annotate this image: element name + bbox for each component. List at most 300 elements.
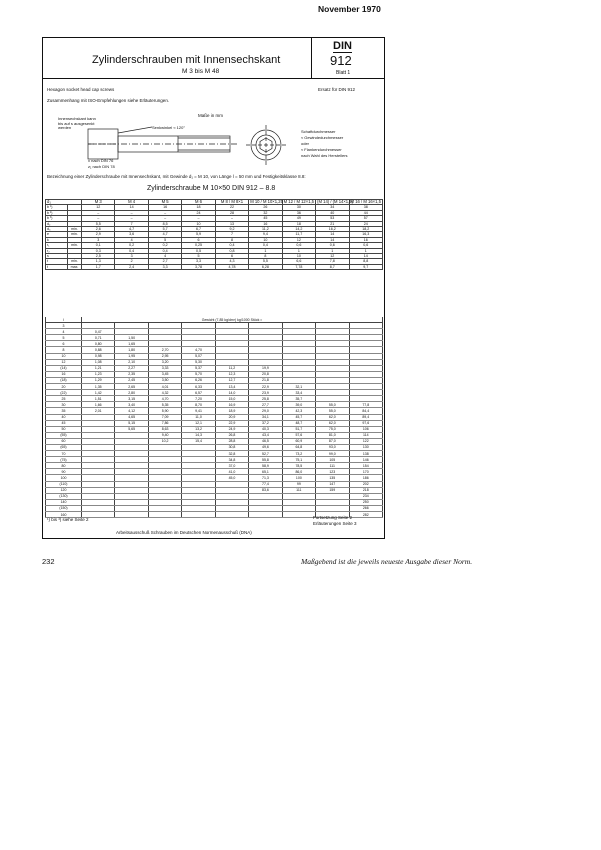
weight-cell: 250 [349, 499, 383, 505]
weight-cell: 83,6 [249, 487, 282, 493]
row-label: r₁ [46, 243, 68, 248]
weight-cell: 2,10 [115, 359, 148, 365]
weight-cell: 45,0 [215, 475, 248, 481]
row-unit: min. [68, 243, 82, 248]
table-cell: 1 [316, 248, 349, 253]
table-cell: 2,9 [82, 232, 115, 237]
weight-cell: 52,7 [249, 451, 282, 457]
table-cell: 36 [282, 210, 315, 215]
table-cell: 26 [249, 205, 282, 210]
table-cell: – [82, 210, 115, 215]
weight-cell: 51,7 [282, 426, 315, 432]
weight-cell: 20,9 [215, 414, 248, 420]
table-cell: 16,3 [349, 232, 383, 237]
din-label: DIN [333, 40, 352, 52]
table-cell: 5,5 [82, 221, 115, 226]
table-cell: 3,3 [182, 259, 215, 264]
row-label: b ³) [46, 216, 68, 221]
table-cell: 10 [182, 221, 215, 226]
weight-cell: 13,4 [215, 384, 248, 390]
table-cell: 9,7 [349, 264, 383, 269]
table-cell: 16 [349, 237, 383, 242]
length-value: (14) [46, 365, 82, 371]
weight-cell: 122 [349, 438, 383, 444]
weight-cell: 73,2 [282, 451, 315, 457]
weight-cell: 77,8 [349, 402, 383, 408]
weight-cell: 43,4 [249, 432, 282, 438]
table-cell: 0,6 [349, 243, 383, 248]
weight-cell: 3,50 [148, 377, 181, 383]
table-cell: 0,25 [182, 243, 215, 248]
weight-cell: 4,65 [115, 414, 148, 420]
table-cell: 5,7 [148, 226, 181, 231]
table-cell: 8,5 [148, 221, 181, 226]
length-value: 40 [46, 414, 82, 420]
weight-cell: 105 [316, 457, 349, 463]
row-unit: max. [68, 264, 82, 269]
table-cell: 0,4 [249, 243, 282, 248]
table-cell: 28 [215, 210, 248, 215]
weight-cell: 1,65 [115, 341, 148, 347]
length-value: 8 [46, 347, 82, 353]
countersink-angle-label: Senkwinkel ≈ 120° [152, 125, 185, 130]
table-cell: 3,78 [182, 264, 215, 269]
dimension-table [45, 199, 383, 270]
weight-cell [215, 512, 248, 518]
table-cell: 6,6 [282, 259, 315, 264]
column-header: (M 14) / (M 14×1,5) [317, 199, 354, 205]
table-cell: 6 [215, 253, 248, 258]
column-header: M 3 [82, 200, 115, 205]
weight-cell [249, 512, 282, 518]
table-cell: 21 [316, 221, 349, 226]
table-cell: 4,3 [215, 259, 248, 264]
length-value: 45 [46, 420, 82, 426]
length-value: (75) [46, 457, 82, 463]
weight-cell: 123 [316, 469, 349, 475]
weight-cell: 1,29 [82, 377, 115, 383]
weight-cell: 7,20 [182, 396, 215, 402]
length-value: 25 [46, 396, 82, 402]
weight-cell: 3,40 [115, 402, 148, 408]
length-value: 140 [46, 499, 82, 505]
table-cell: 7,78 [282, 264, 315, 269]
shank-note-5: nach Wahl des Herstellers [301, 153, 348, 158]
table-cell: – [115, 216, 148, 221]
weight-cell: 37,2 [249, 420, 282, 426]
table-cell: 45 [249, 216, 282, 221]
table-cell: 16 [249, 221, 282, 226]
shank-note-3: oder [301, 141, 310, 146]
weight-cell: 234 [349, 493, 383, 499]
row-label: b ²) [46, 210, 68, 215]
weight-cell: 1,21 [82, 365, 115, 371]
weight-cell: 11,0 [182, 414, 215, 420]
table-cell: 12 [282, 237, 315, 242]
weight-cell: 11,2 [215, 365, 248, 371]
table-cell: 0,6 [282, 243, 315, 248]
sheet-label: Blatt 1 [336, 70, 351, 76]
table-cell: 5 [148, 237, 181, 242]
length-value: 12 [46, 359, 82, 365]
table-cell: 2,5 [82, 253, 115, 258]
weight-cell: 114 [349, 432, 383, 438]
table-cell: 32 [249, 210, 282, 215]
table-cell: 44 [349, 210, 383, 215]
weight-cell: 5,07 [182, 353, 215, 359]
weight-cell: 26,8 [215, 432, 248, 438]
weight-cell: 20,8 [249, 371, 282, 377]
weight-cell: 3,15 [115, 396, 148, 402]
table-cell: 6,7 [182, 226, 215, 231]
length-value: 35 [46, 408, 82, 414]
weight-cell: 5,70 [182, 371, 215, 377]
length-value: (55) [46, 432, 82, 438]
length-header: l [46, 317, 82, 323]
table-cell: 24 [349, 221, 383, 226]
table-cell: 40 [316, 210, 349, 215]
weight-cell: 5,37 [182, 365, 215, 371]
table-cell: 13 [215, 221, 248, 226]
weight-cell: 25,8 [249, 396, 282, 402]
weight-cell: 282 [349, 512, 383, 518]
table-cell: 14 [349, 253, 383, 258]
angle-leader-line [118, 127, 152, 133]
weight-cell: 3,20 [148, 359, 181, 365]
weight-cell: 0,88 [82, 347, 115, 353]
length-value: 6 [46, 341, 82, 347]
row-label: k [46, 237, 68, 242]
weight-cell: 40,3 [249, 426, 282, 432]
table-cell: 24 [182, 210, 215, 215]
table-cell: 0,4 [148, 248, 181, 253]
weight-cell [115, 512, 148, 518]
weight-cell: 218 [349, 487, 383, 493]
column-header: M 6 [182, 200, 215, 205]
table-cell: 5,5 [249, 259, 282, 264]
table-cell: – [115, 210, 148, 215]
weight-cell: 170 [349, 469, 383, 475]
column-header: M 12 / M 12×1,5 [283, 199, 315, 205]
table-cell: 8,7 [316, 264, 349, 269]
weight-cell: 0,80 [82, 341, 115, 347]
table-cell: 0,5 [182, 248, 215, 253]
weight-cell: 28,8 [215, 438, 248, 444]
table-cell: 30 [282, 205, 315, 210]
table-cell: 53 [316, 216, 349, 221]
length-value: 30 [46, 402, 82, 408]
length-value: 70 [46, 451, 82, 457]
table-cell: 6 [182, 237, 215, 242]
weight-cell: 29,0 [249, 408, 282, 414]
table-cell: 8 [249, 253, 282, 258]
weight-cell: 1,80 [115, 347, 148, 353]
weight-cell: 62,0 [316, 414, 349, 420]
weight-cell: 202 [349, 481, 383, 487]
length-value: 5 [46, 335, 82, 341]
weight-cell: 135 [316, 475, 349, 481]
weight-cell: 1,50 [115, 335, 148, 341]
designation-example: Zylinderschraube M 10×50 DIN 912 – 8.8 [147, 185, 276, 192]
weight-cell: 1,35 [82, 384, 115, 390]
weight-cell: 4,70 [182, 347, 215, 353]
weight-cell: 55,8 [249, 457, 282, 463]
weight-cell: 186 [349, 475, 383, 481]
weight-cell: 22,9 [249, 384, 282, 390]
weight-cell: 0,47 [82, 329, 115, 335]
table-cell: 2,4 [115, 264, 148, 269]
table-cell: 16 [148, 205, 181, 210]
weight-cell: 75,1 [282, 457, 315, 463]
weight-cell: 7,09 [148, 414, 181, 420]
weight-cell: 8,70 [182, 402, 215, 408]
table-cell: 10 [249, 237, 282, 242]
length-value: 100 [46, 475, 82, 481]
header-divider [42, 78, 385, 79]
weight-cell: 45,7 [282, 414, 315, 420]
table-cell: 5 [182, 253, 215, 258]
table-cell: 9,2 [215, 226, 248, 231]
table-cell: 3,3 [148, 264, 181, 269]
weight-cell: 62,0 [316, 420, 349, 426]
table-cell: 10 [282, 253, 315, 258]
length-value: 4 [46, 329, 82, 335]
weight-cell: 57,6 [282, 432, 315, 438]
length-value: 50 [46, 426, 82, 432]
weight-cell: 2,65 [115, 384, 148, 390]
weight-cell: 5,15 [115, 420, 148, 426]
weight-cell: 3,33 [148, 365, 181, 371]
iso-note: Zusammenhang mit ISO-Empfehlungen siehe Erläuterungen. [47, 98, 170, 103]
weight-cell: 87,0 [316, 438, 349, 444]
weight-cell: 106 [349, 426, 383, 432]
table-cell: 5,9 [182, 232, 215, 237]
length-value: 160 [46, 512, 82, 518]
weight-cell: 32,1 [282, 384, 315, 390]
row-unit: min. [68, 226, 82, 231]
table-cell: 11,2 [249, 226, 282, 231]
table-cell: 1,7 [82, 264, 115, 269]
table-cell: 1,3 [82, 259, 115, 264]
weight-cell: 0,71 [82, 335, 115, 341]
weight-cell: 1,23 [82, 371, 115, 377]
weight-cell: 2,80 [115, 390, 148, 396]
committee-note: Arbeitsausschuß Schrauben im Deutschen Normenausschuß (DNA) [116, 530, 252, 535]
table-cell: 2,7 [148, 259, 181, 264]
shank-note-1: Schaftdurchmesser [301, 129, 336, 134]
table-cell: – [215, 216, 248, 221]
weight-cell: 71,3 [249, 475, 282, 481]
table-cell: 1 [249, 248, 282, 253]
weight-cell: 23,9 [249, 390, 282, 396]
length-value: (110) [46, 481, 82, 487]
length-value: (22) [46, 390, 82, 396]
weight-cell: 4,70 [148, 396, 181, 402]
weight-cell: 5,90 [148, 408, 181, 414]
length-value: 16 [46, 371, 82, 377]
dimensions-unit: Maße in mm [198, 113, 224, 118]
weight-cell: 42,3 [282, 408, 315, 414]
weight-note: Gewicht (7,85 kg/dm³) kg/1000 Stück ≈ [82, 317, 383, 323]
table-cell: 3,6 [115, 232, 148, 237]
weight-cell: 12,1 [182, 420, 215, 426]
weight-cell: 130 [349, 444, 383, 450]
column-header: M 8 / M 8×1 [215, 200, 248, 205]
weight-cell: 64,8 [282, 444, 315, 450]
table-cell: 8,8 [349, 259, 383, 264]
table-cell: 0,3 [82, 248, 115, 253]
explanations-note: Erläuterungen Seite 3 [313, 521, 357, 526]
length-value: 120 [46, 487, 82, 493]
english-title: Hexagon socket head cap screws [47, 87, 115, 92]
weight-cell: 7,86 [148, 420, 181, 426]
weight-cell [282, 512, 315, 518]
table-cell: 8 [215, 237, 248, 242]
row-label: t [46, 264, 68, 269]
weight-cell: 30,8 [215, 444, 248, 450]
thread-runout-note: x nach DIN 76 [88, 158, 114, 163]
weight-cell: 1,66 [82, 402, 115, 408]
table-cell: 38 [349, 205, 383, 210]
weight-cell: 33,4 [282, 390, 315, 396]
table-cell: – [82, 216, 115, 221]
page-number: 232 [42, 557, 55, 566]
continuation-note: Fortsetzung Seite 2 [313, 515, 353, 520]
table-cell: 7 [215, 232, 248, 237]
weight-cell: 3,45 [148, 371, 181, 377]
weight-cell [182, 512, 215, 518]
weight-cell: 2,35 [115, 371, 148, 377]
weight-cell: 1,42 [82, 390, 115, 396]
table-cell: 0,4 [215, 243, 248, 248]
length-value: 60 [46, 438, 82, 444]
weight-cell: 100 [282, 475, 315, 481]
table-cell: 4,7 [148, 232, 181, 237]
column-header: M 10 / M 10×1,25 [250, 199, 283, 205]
weight-cell: 12,7 [215, 377, 248, 383]
weight-cell: 13,2 [182, 426, 215, 432]
table-cell: 0,4 [115, 248, 148, 253]
weight-cell: 77,4 [249, 481, 282, 487]
weight-cell: 10,2 [148, 438, 181, 444]
weight-cell: 159 [316, 487, 349, 493]
table-cell: 57 [349, 216, 383, 221]
weight-cell: 65,1 [249, 469, 282, 475]
length-value: 80 [46, 463, 82, 469]
weight-cell: 27,7 [249, 402, 282, 408]
table-cell: 2,6 [82, 226, 115, 231]
weight-cell: 15,0 [215, 396, 248, 402]
table-cell: 4 [148, 253, 181, 258]
weight-cell [148, 512, 181, 518]
weight-cell: 147 [316, 481, 349, 487]
table-cell: 14 [316, 237, 349, 242]
weight-cell: 81,0 [316, 432, 349, 438]
weight-cell: 58,9 [249, 463, 282, 469]
table-cell: 7,8 [316, 259, 349, 264]
row-label: r₂ [46, 248, 68, 253]
weight-cell: 6,26 [182, 377, 215, 383]
page-title: Zylinderschrauben mit Innensechskant [92, 54, 281, 66]
weight-cell: 19,9 [249, 365, 282, 371]
weight-cell: 60,9 [282, 438, 315, 444]
length-value: (18) [46, 377, 82, 383]
weight-cell: 2,95 [148, 353, 181, 359]
weight-cell: 2,27 [115, 365, 148, 371]
weight-cell: 5,35 [148, 402, 181, 408]
table-cell: 3 [115, 253, 148, 258]
weight-cell: 1,51 [82, 396, 115, 402]
table-cell: 6,28 [249, 264, 282, 269]
weight-cell: 16,9 [215, 402, 248, 408]
table-cell: 18 [282, 221, 315, 226]
table-cell: 0,2 [148, 243, 181, 248]
table-cell: – [148, 210, 181, 215]
weight-cell: 1,08 [82, 359, 115, 365]
weight-cell: 5,30 [182, 359, 215, 365]
weight-cell: 154 [349, 463, 383, 469]
weight-cell: 32,8 [215, 451, 248, 457]
table-cell: 14 [115, 205, 148, 210]
weight-cell: 55,0 [316, 402, 349, 408]
weight-cell: 8,63 [148, 426, 181, 432]
row-label: s [46, 253, 68, 258]
weight-cell: 37,0 [215, 463, 248, 469]
table-cell: 12 [316, 253, 349, 258]
weight-cell: 111 [316, 463, 349, 469]
length-value: 10 [46, 353, 82, 359]
weight-table [45, 317, 383, 518]
footnote-ref: ¹) bis ³) siehe Seite 2 [47, 517, 89, 522]
socket-countersink-note: Innensechskant kann bis auf s ausgesenkt werden [58, 116, 96, 130]
row-label: d₃ [46, 226, 68, 231]
table-cell: 18,2 [349, 226, 383, 231]
weight-cell: 9,40 [148, 432, 181, 438]
weight-cell: 46,5 [249, 438, 282, 444]
table-cell: 4,7 [115, 226, 148, 231]
column-header: M 16 / M 16×1,5 [350, 199, 381, 205]
length-value: 3 [46, 323, 82, 329]
weight-cell: 75,0 [316, 426, 349, 432]
table-cell: 3 [82, 237, 115, 242]
length-value: 90 [46, 469, 82, 475]
table-cell: 14,2 [282, 226, 315, 231]
weight-cell: 97,6 [349, 420, 383, 426]
weight-cell: 2,01 [82, 408, 115, 414]
table-cell: 0,8 [215, 248, 248, 253]
weight-cell: 14,3 [182, 432, 215, 438]
length-value: (65) [46, 444, 82, 450]
shank-note-4: ≈ Flankendurchmesser [301, 147, 342, 152]
weight-cell: 48,7 [282, 420, 315, 426]
weight-cell: 15,4 [182, 438, 215, 444]
table-cell: 12 [82, 205, 115, 210]
table-cell: 0,1 [82, 243, 115, 248]
length-value: (150) [46, 505, 82, 511]
din-number: 912 [330, 53, 352, 68]
table-cell: 0,6 [316, 243, 349, 248]
weight-cell: 34,8 [215, 457, 248, 463]
length-value: 20 [46, 384, 82, 390]
weight-cell: 146 [349, 457, 383, 463]
weight-cell: 21,8 [249, 377, 282, 383]
weight-cell: 78,5 [282, 463, 315, 469]
weight-cell: 34,1 [249, 414, 282, 420]
table-cell: 49 [282, 216, 315, 221]
weight-cell: 22,9 [215, 420, 248, 426]
row-unit: min. [68, 259, 82, 264]
weight-cell: 99 [282, 481, 315, 487]
